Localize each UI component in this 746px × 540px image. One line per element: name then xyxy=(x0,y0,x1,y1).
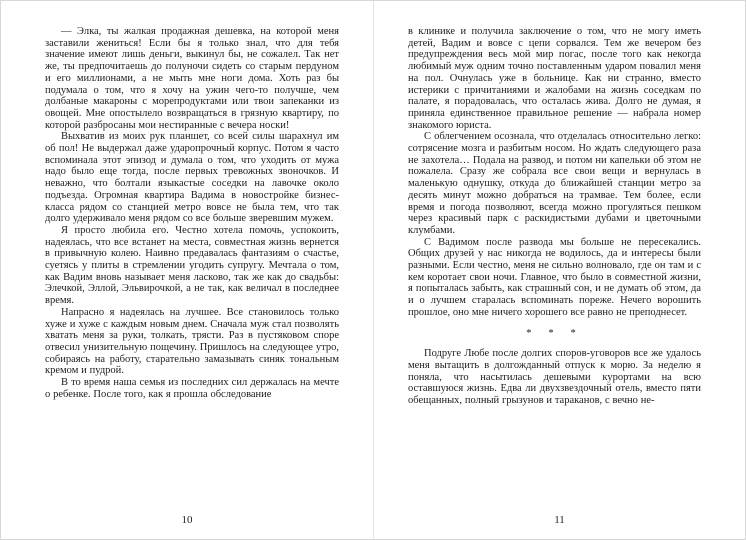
page-number-left: 10 xyxy=(181,514,193,526)
page-text-right xyxy=(408,26,701,407)
paragraph: Подруге Любе после долгих споров-уговоров все же удалось меня вытащить в долгожданный отпуск к морю. За неделю я поняла, что насытилась дешевыми курортами на всю оставшуюся жизнь. Едва ли двухзвездочный отель, вместо пяти обещанных, полный грызунов и тараканов, с вечно не- xyxy=(408,348,701,407)
paragraph: Я просто любила его. Честно хотела помочь, успокоить, надеялась, что все встанет на места, совместная жизнь вернется в привычную колею. Наивно предавалась фантазиям о счастье, суетясь у плиты в стремлении угодить супругу. Мечтала о том, как Вадим вновь называет меня ласково, так же как до свадьбы: Элечкой, Эллой, Эльвирочкой, а не так, как величал в последнее время. xyxy=(45,224,339,307)
page-right xyxy=(373,1,745,539)
page-number-right: 11 xyxy=(554,514,565,526)
paragraph: Выхватив из моих рук планшет, со всей силы шарахнул им об пол! Не выдержал даже ударопрочный корпус. Потом я часто вспоминала этот эпизод и думала о том, что уходить от мужа надо было еще тогда, после первых тревожных звоночков. И неважно, что болтали языкастые соседки на лавочке около подъезда. Огромная квартира Вадима в новостройке бизнес-класса рядом со станцией метро вовсе не была тем, что так долго удерживало меня рядом со все больше зверевшим мужем. xyxy=(45,131,339,225)
paragraph: Напрасно я надеялась на лучшее. Все становилось только хуже и хуже с каждым новым днем. Сначала муж стал позволять хватать меня за руки, толкать, трясти. Раз в пустяковом споре отвесил унизительную пощечину. Пришлось на следующее утро, собираясь на работу, старательно замазывать синяк тональным кремом и пудрой. xyxy=(45,306,339,377)
paragraph: С облегчением осознала, что отделалась относительно легко: сотрясение мозга и разбитым носом. Но ждать следующего раза не захотела… Подала на развод, и потом ни капельки об этом не пожалела. Сразу же собрала все свои вещи и вернулась в маленькую однушку, откуда до ближайшей станции метро за десять минут можно добраться на трамвае. Тем более, если время и погода позволяют, всегда можно прогуляться пешком через красивый парк с раскидистыми дубами и цветочными клумбами. xyxy=(408,131,701,236)
page-text-left xyxy=(45,26,339,401)
paragraph: — Элка, ты жалкая продажная дешевка, на которой меня заставили жениться! Если бы я только знал, что для тебя значение имеют лишь деньги, выкинул бы, не сожалел. Так нет же, ты предпочитаешь до полуночи сидеть со старым пердуном и его миллионами, а не мыть мне ноги дома. Хоть раз бы подумала о том, что я хочу на ужин чего-то получше, чем долбаные макароны с морепродуктами или твои запеканки из овощей. Мне опостылело возвращаться в грязную квартиру, по которой разбросаны мои нестиранные с вечера носки! xyxy=(45,26,339,131)
paragraph: С Вадимом после развода мы больше не пересекались. Общих друзей у нас никогда не водилось, да и интересы были разными. Если честно, меня не сильно волновало, где он там и с кем коротает свои ночи. Главное, что было в совместной жизни, я попыталась забыть, как страшный сон, и не думать об этом, да и о лучшем старалась вспоминать пореже. Нечего ворошить прошлое, оно мне ничего хорошего все равно не преподнесет. xyxy=(408,236,701,318)
paragraph: в клинике и получила заключение о том, что не могу иметь детей, Вадим и вовсе с цепи сорвался. Тем же вечером без предупреждения весь мой мир погас, после того как некогда любимый муж одним точно поставленным ударом повалил меня на пол. Очнулась уже в больнице. Как ни странно, вместо истерики с причитаниями и жалобами на жизнь соседкам по палате, я порадовалась, что осталась жива. Долго не думая, я приняла единственное правильное решение — набрала номер знакомого юриста. xyxy=(408,26,701,131)
section-separator: * * * xyxy=(526,327,583,339)
page-left xyxy=(1,1,373,539)
paragraph: В то время наша семья из последних сил держалась на мечте о ребенке. После того, как я прошла обследование xyxy=(45,377,339,400)
